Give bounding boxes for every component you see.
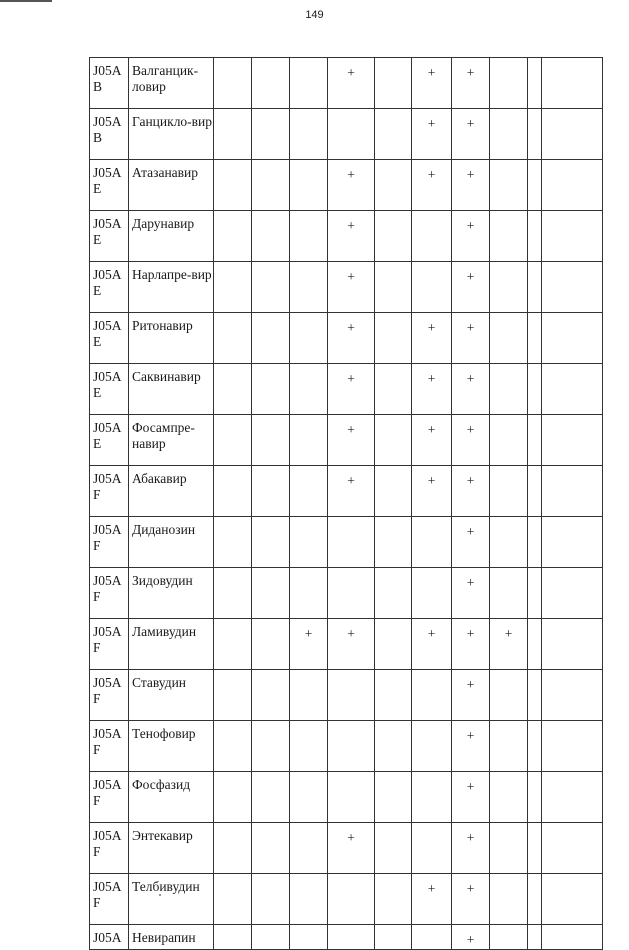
mark-cell — [290, 568, 328, 619]
drug-name-cell: Ставудин — [129, 670, 214, 721]
mark-cell — [290, 874, 328, 925]
mark-cell — [490, 364, 528, 415]
mark-cell — [252, 823, 290, 874]
mark-cell — [375, 364, 412, 415]
mark-cell: + — [412, 874, 452, 925]
mark-cell — [290, 823, 328, 874]
mark-cell — [290, 109, 328, 160]
mark-cell — [252, 415, 290, 466]
mark-cell — [528, 925, 542, 950]
mark-cell — [490, 517, 528, 568]
mark-cell — [528, 160, 542, 211]
mark-cell — [290, 772, 328, 823]
mark-cell — [412, 568, 452, 619]
mark-cell: + — [452, 58, 490, 109]
mark-cell — [252, 160, 290, 211]
mark-cell — [375, 262, 412, 313]
drug-name-cell: Фосфазид — [129, 772, 214, 823]
mark-cell — [542, 160, 603, 211]
mark-cell — [214, 313, 252, 364]
mark-cell — [412, 517, 452, 568]
mark-cell: + — [328, 160, 375, 211]
mark-cell — [528, 568, 542, 619]
table-row — [90, 313, 603, 364]
atc-code-cell: J05A B — [90, 109, 129, 160]
mark-cell — [214, 109, 252, 160]
mark-cell — [528, 823, 542, 874]
mark-cell — [328, 874, 375, 925]
mark-cell: + — [452, 517, 490, 568]
table-row — [90, 925, 603, 950]
mark-cell — [375, 568, 412, 619]
table-row — [90, 772, 603, 823]
atc-code-cell: J05A E — [90, 160, 129, 211]
mark-cell — [214, 925, 252, 950]
mark-cell: + — [452, 772, 490, 823]
mark-cell — [528, 721, 542, 772]
mark-cell: + — [490, 619, 528, 670]
mark-cell — [375, 721, 412, 772]
mark-cell — [375, 211, 412, 262]
mark-cell: + — [452, 619, 490, 670]
mark-cell: + — [452, 670, 490, 721]
mark-cell — [375, 466, 412, 517]
mark-cell — [542, 313, 603, 364]
mark-cell — [528, 262, 542, 313]
mark-cell — [542, 925, 603, 950]
mark-cell — [328, 109, 375, 160]
mark-cell — [528, 772, 542, 823]
mark-cell — [528, 211, 542, 262]
mark-cell: + — [452, 160, 490, 211]
drug-name-cell: Саквинавир — [129, 364, 214, 415]
mark-cell — [490, 823, 528, 874]
mark-cell — [375, 58, 412, 109]
table-row — [90, 670, 603, 721]
mark-cell — [412, 823, 452, 874]
atc-code-cell: J05A E — [90, 364, 129, 415]
mark-cell — [375, 619, 412, 670]
mark-cell — [252, 313, 290, 364]
mark-cell — [412, 925, 452, 950]
mark-cell — [252, 670, 290, 721]
atc-code-cell: J05A F — [90, 568, 129, 619]
atc-code-cell: J05A E — [90, 211, 129, 262]
drug-name-cell: Дарунавир — [129, 211, 214, 262]
drug-name-cell: Ритонавир — [129, 313, 214, 364]
mark-cell — [375, 874, 412, 925]
mark-cell — [490, 874, 528, 925]
table-row — [90, 160, 603, 211]
mark-cell — [214, 58, 252, 109]
mark-cell — [214, 466, 252, 517]
mark-cell — [375, 670, 412, 721]
mark-cell — [375, 313, 412, 364]
mark-cell — [290, 313, 328, 364]
mark-cell — [375, 772, 412, 823]
mark-cell: + — [328, 823, 375, 874]
mark-cell — [214, 772, 252, 823]
mark-cell — [214, 619, 252, 670]
mark-cell: + — [412, 313, 452, 364]
mark-cell: + — [328, 313, 375, 364]
table-row — [90, 823, 603, 874]
mark-cell — [490, 262, 528, 313]
drug-name-cell: Ганцикло-вир — [129, 109, 214, 160]
mark-cell — [290, 58, 328, 109]
atc-code-cell: J05A F — [90, 721, 129, 772]
mark-cell — [252, 109, 290, 160]
top-rule — [0, 0, 52, 2]
drug-name-cell: Диданозин — [129, 517, 214, 568]
mark-cell — [528, 466, 542, 517]
atc-code-cell: J05A E — [90, 313, 129, 364]
mark-cell: + — [452, 568, 490, 619]
mark-cell — [214, 517, 252, 568]
mark-cell — [542, 772, 603, 823]
mark-cell — [214, 670, 252, 721]
drug-name-cell: Валганцик-ловир — [129, 58, 214, 109]
mark-cell: + — [452, 823, 490, 874]
mark-cell — [290, 415, 328, 466]
mark-cell — [490, 58, 528, 109]
mark-cell — [528, 109, 542, 160]
mark-cell: + — [452, 364, 490, 415]
mark-cell: + — [290, 619, 328, 670]
table-row — [90, 568, 603, 619]
mark-cell: + — [452, 466, 490, 517]
mark-cell: + — [452, 313, 490, 364]
mark-cell — [290, 364, 328, 415]
mark-cell — [490, 313, 528, 364]
mark-cell — [290, 211, 328, 262]
mark-cell — [214, 823, 252, 874]
mark-cell — [252, 364, 290, 415]
mark-cell — [542, 466, 603, 517]
mark-cell — [214, 721, 252, 772]
mark-cell — [252, 772, 290, 823]
mark-cell: + — [328, 415, 375, 466]
mark-cell — [542, 568, 603, 619]
mark-cell — [528, 415, 542, 466]
table-row — [90, 364, 603, 415]
mark-cell — [290, 160, 328, 211]
mark-cell — [490, 466, 528, 517]
mark-cell — [528, 670, 542, 721]
mark-cell — [412, 721, 452, 772]
mark-cell — [252, 262, 290, 313]
mark-cell — [490, 772, 528, 823]
mark-cell: + — [412, 466, 452, 517]
atc-code-cell: J05A F — [90, 670, 129, 721]
mark-cell — [542, 211, 603, 262]
atc-code-cell: J05A E — [90, 415, 129, 466]
drug-name-cell: Фосампре-навир — [129, 415, 214, 466]
table-row — [90, 619, 603, 670]
mark-cell: + — [452, 721, 490, 772]
mark-cell: + — [412, 160, 452, 211]
mark-cell — [542, 364, 603, 415]
mark-cell — [528, 364, 542, 415]
mark-cell: + — [328, 211, 375, 262]
mark-cell — [328, 772, 375, 823]
drug-name-cell: Энтекавир — [129, 823, 214, 874]
table-row — [90, 109, 603, 160]
mark-cell: + — [452, 925, 490, 950]
atc-code-cell: J05A E — [90, 262, 129, 313]
mark-cell — [375, 925, 412, 950]
atc-code-cell: J05A F — [90, 466, 129, 517]
mark-cell — [290, 466, 328, 517]
mark-cell — [528, 58, 542, 109]
mark-cell — [328, 925, 375, 950]
page-number: 149 — [305, 9, 324, 21]
atc-code-cell: J05A — [90, 925, 129, 950]
mark-cell: + — [412, 364, 452, 415]
mark-cell — [542, 823, 603, 874]
mark-cell — [328, 670, 375, 721]
mark-cell — [328, 568, 375, 619]
table-row — [90, 415, 603, 466]
drug-name-cell: Невирапин — [129, 925, 214, 950]
mark-cell: + — [328, 364, 375, 415]
table-row — [90, 211, 603, 262]
drug-name-cell: Зидовудин — [129, 568, 214, 619]
mark-cell — [542, 874, 603, 925]
mark-cell — [542, 415, 603, 466]
mark-cell — [490, 925, 528, 950]
mark-cell — [290, 670, 328, 721]
scan-speck — [159, 894, 161, 896]
mark-cell — [214, 874, 252, 925]
mark-cell — [328, 721, 375, 772]
mark-cell — [490, 721, 528, 772]
drug-name-cell: Ламивудин — [129, 619, 214, 670]
mark-cell — [252, 58, 290, 109]
mark-cell — [490, 415, 528, 466]
mark-cell — [252, 619, 290, 670]
mark-cell — [375, 415, 412, 466]
mark-cell — [290, 721, 328, 772]
mark-cell: + — [452, 415, 490, 466]
table-row — [90, 58, 603, 109]
mark-cell — [214, 415, 252, 466]
mark-cell: + — [452, 211, 490, 262]
atc-code-cell: J05A F — [90, 874, 129, 925]
mark-cell — [542, 109, 603, 160]
mark-cell — [542, 58, 603, 109]
table-row — [90, 721, 603, 772]
mark-cell — [490, 211, 528, 262]
mark-cell — [290, 262, 328, 313]
mark-cell — [252, 568, 290, 619]
mark-cell — [214, 160, 252, 211]
mark-cell — [490, 109, 528, 160]
mark-cell: + — [328, 619, 375, 670]
mark-cell — [412, 670, 452, 721]
mark-cell — [542, 619, 603, 670]
mark-cell — [542, 670, 603, 721]
mark-cell: + — [452, 262, 490, 313]
drug-name-cell: Тенофовир — [129, 721, 214, 772]
mark-cell — [375, 517, 412, 568]
drug-name-cell: Абакавир — [129, 466, 214, 517]
mark-cell — [528, 874, 542, 925]
mark-cell — [214, 568, 252, 619]
mark-cell — [375, 823, 412, 874]
mark-cell — [542, 721, 603, 772]
mark-cell: + — [328, 58, 375, 109]
table-row — [90, 262, 603, 313]
mark-cell: + — [412, 619, 452, 670]
table-row — [90, 517, 603, 568]
mark-cell: + — [412, 109, 452, 160]
table-row — [90, 874, 603, 925]
mark-cell — [490, 568, 528, 619]
mark-cell — [252, 466, 290, 517]
mark-cell — [375, 160, 412, 211]
mark-cell — [252, 517, 290, 568]
atc-code-cell: J05A F — [90, 823, 129, 874]
mark-cell — [412, 262, 452, 313]
drug-name-cell: Телбивудин — [129, 874, 214, 925]
mark-cell — [290, 925, 328, 950]
drug-table — [89, 57, 603, 950]
atc-code-cell: J05A F — [90, 619, 129, 670]
mark-cell — [252, 874, 290, 925]
atc-code-cell: J05A F — [90, 772, 129, 823]
mark-cell: + — [328, 262, 375, 313]
mark-cell — [252, 925, 290, 950]
atc-code-cell: J05A B — [90, 58, 129, 109]
mark-cell — [542, 262, 603, 313]
mark-cell: + — [412, 58, 452, 109]
mark-cell — [412, 772, 452, 823]
mark-cell: + — [452, 109, 490, 160]
mark-cell — [528, 313, 542, 364]
mark-cell — [490, 670, 528, 721]
mark-cell — [542, 517, 603, 568]
mark-cell: + — [452, 874, 490, 925]
drug-name-cell: Атазанавир — [129, 160, 214, 211]
mark-cell — [328, 517, 375, 568]
mark-cell — [490, 160, 528, 211]
mark-cell — [214, 211, 252, 262]
mark-cell — [528, 517, 542, 568]
mark-cell — [412, 211, 452, 262]
mark-cell: + — [328, 466, 375, 517]
mark-cell — [528, 619, 542, 670]
mark-cell: + — [412, 415, 452, 466]
mark-cell — [214, 364, 252, 415]
mark-cell — [252, 721, 290, 772]
mark-cell — [214, 262, 252, 313]
table-row — [90, 466, 603, 517]
mark-cell — [252, 211, 290, 262]
mark-cell — [375, 109, 412, 160]
mark-cell — [290, 517, 328, 568]
drug-name-cell: Нарлапре-вир — [129, 262, 214, 313]
atc-code-cell: J05A F — [90, 517, 129, 568]
